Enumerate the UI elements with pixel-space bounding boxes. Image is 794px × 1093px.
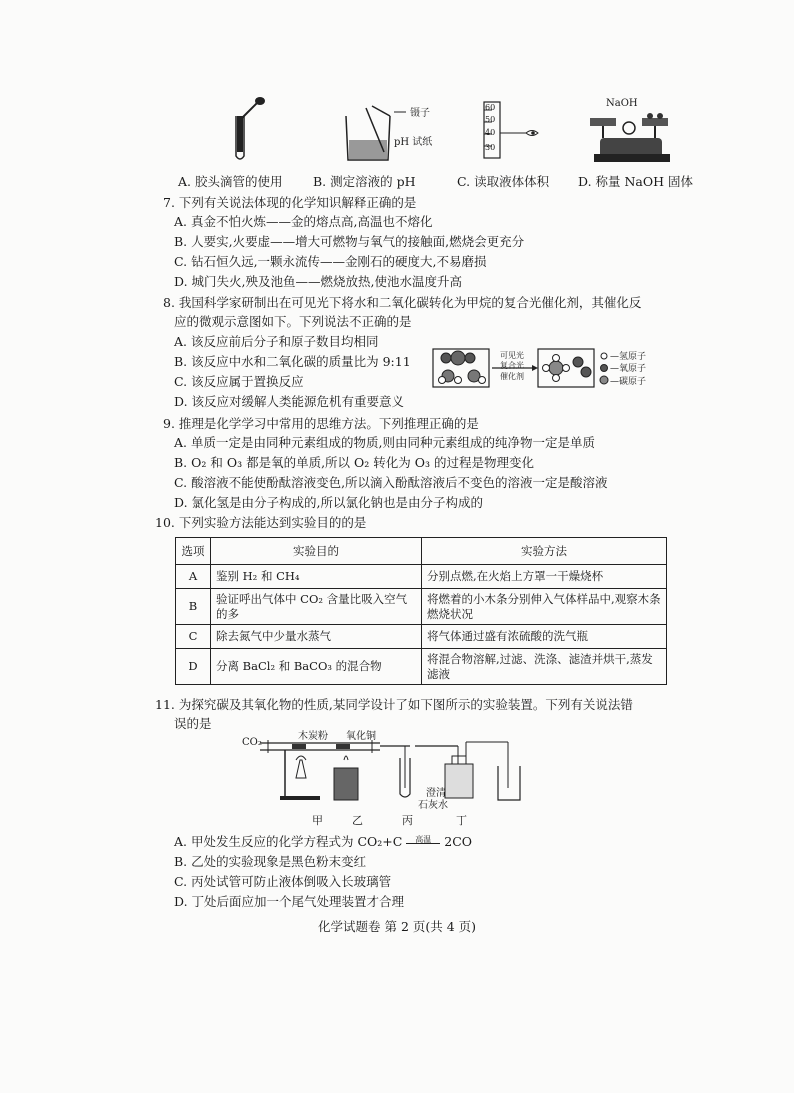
station-jia: 甲 [312,814,323,827]
tweezers-label: 镊子 [410,108,430,119]
q11-stem-line2: 误的是 [174,716,212,731]
table-row [176,649,667,685]
station-yi: 乙 [352,814,363,827]
row-method: 分别点燃,在火焰上方罩一干燥烧杯 [422,565,667,589]
reaction-condition-label: 高温 [415,835,432,844]
q9-stem: 9. 推理是化学学习中常用的思维方法。下列推理正确的是 [163,416,479,431]
station-ding: 丁 [456,814,467,827]
catalyst-label-2: 复合光 [500,361,524,370]
apparatus-diagram [240,728,530,808]
q11-option-a-suffix: 2CO [444,834,473,849]
limewater-label-2: 石灰水 [418,800,448,811]
header-purpose: 实验目的 [211,538,422,565]
scale-30: 30 [485,143,496,152]
q9-option-a: A. 单质一定是由同种元素组成的物质,则由同种元素组成的纯净物一定是单质 [174,435,595,450]
q10-stem: 10. 下列实验方法能达到实验目的的是 [155,515,367,530]
cuo-label: 氧化铜 [346,731,376,742]
scale-40: 40 [485,128,496,137]
experiment-table [175,537,667,685]
dropper-figure [228,96,278,166]
q8-option-b: B. 该反应中水和二氧化碳的质量比为 9:11 [174,354,411,369]
balance-figure [586,108,676,164]
reaction-diagram [432,348,692,390]
header-option: 选项 [176,538,211,565]
reaction-condition [406,835,440,844]
q8-option-d: D. 该反应对缓解人类能源危机有重要意义 [174,394,405,409]
row-purpose: 分离 BaCl₂ 和 BaCO₃ 的混合物 [211,649,422,685]
co2-inlet-label: CO₂ [242,737,262,748]
q8-stem-line2: 应的微观示意图如下。下列说法不正确的是 [174,314,412,329]
row-method: 将燃着的小木条分别伸入气体样品中,观察木条燃烧状况 [422,589,667,625]
q8-option-a: A. 该反应前后分子和原子数目均相同 [174,334,379,349]
fig6-option-b: B. 测定溶液的 pH [313,174,416,189]
q7-option-b: B. 人要实,火要虚——增大可燃物与氧气的接触面,燃烧会更充分 [174,234,525,249]
scale-50: 50 [485,115,496,124]
q9-option-b: B. O₂ 和 O₃ 都是氧的单质,所以 O₂ 转化为 O₃ 的过程是物理变化 [174,455,534,470]
row-purpose: 鉴别 H₂ 和 CH₄ [211,565,422,589]
ph-paper-label: pH 试纸 [394,137,433,148]
q7-option-d: D. 城门失火,殃及池鱼——燃烧放热,使池水温度升高 [174,274,462,289]
header-method: 实验方法 [422,538,667,565]
limewater-label-1: 澄清 [426,788,446,799]
q8-option-c: C. 该反应属于置换反应 [174,374,304,389]
table-row [176,565,667,589]
scale-60: 60 [485,103,496,112]
q7-stem: 7. 下列有关说法体现的化学知识解释正确的是 [163,195,417,210]
row-option: D [176,649,211,685]
naoh-label: NaOH [606,98,638,109]
table-row [176,625,667,649]
q7-option-a: A. 真金不怕火炼——金的熔点高,高温也不熔化 [174,214,433,229]
row-purpose: 除去氮气中少量水蒸气 [211,625,422,649]
catalyst-label-3: 催化剂 [500,372,524,381]
station-bing: 丙 [402,814,413,827]
q7-option-c: C. 钻石恒久远,一颗永流传——金刚石的硬度大,不易磨损 [174,254,487,269]
row-option: C [176,625,211,649]
legend-hydrogen: —氢原子 [610,352,647,362]
q8-stem-line1: 8. 我国科学家研制出在可见光下将水和二氧化碳转化为甲烷的复合光催化剂，其催化反 [163,295,642,310]
row-method: 将混合物溶解,过滤、洗涤、滤渣并烘干,蒸发滤液 [422,649,667,685]
catalyst-label-1: 可见光 [500,351,524,360]
q11-stem-line1: 11. 为探究碳及其氧化物的性质,某同学设计了如下图所示的实验装置。下列有关说法错 [155,697,633,712]
q9-option-d: D. 氯化氢是由分子构成的,所以氯化钠也是由分子构成的 [174,495,483,510]
q11-option-a-prefix: A. 甲处发生反应的化学方程式为 CO₂+C [174,834,403,849]
q11-option-d: D. 丁处后面应加一个尾气处理装置才合理 [174,894,405,909]
table-row [176,589,667,625]
q11-option-b: B. 乙处的实验现象是黑色粉末变红 [174,854,367,869]
table-header-row [176,538,667,565]
q11-option-a [174,834,472,850]
q9-option-c: C. 酸溶液不能使酚酞溶液变色,所以滴入酚酞溶液后不变色的溶液一定是酸溶液 [174,475,608,490]
fig6-option-c: C. 读取液体体积 [457,174,550,189]
row-option: A [176,565,211,589]
charcoal-label: 木炭粉 [298,731,328,742]
row-method: 将气体通过盛有浓硫酸的洗气瓶 [422,625,667,649]
row-purpose: 验证呼出气体中 CO₂ 含量比吸入空气的多 [211,589,422,625]
fig6-option-a: A. 胶头滴管的使用 [178,174,283,189]
q11-option-c: C. 丙处试管可防止液体倒吸入长玻璃管 [174,874,392,889]
legend-carbon: —碳原子 [610,377,647,387]
fig6-option-d: D. 称量 NaOH 固体 [578,174,694,189]
row-option: B [176,589,211,625]
legend-oxygen: —氧原子 [610,364,647,374]
page-footer: 化学试题卷 第 2 页(共 4 页) [318,919,477,934]
